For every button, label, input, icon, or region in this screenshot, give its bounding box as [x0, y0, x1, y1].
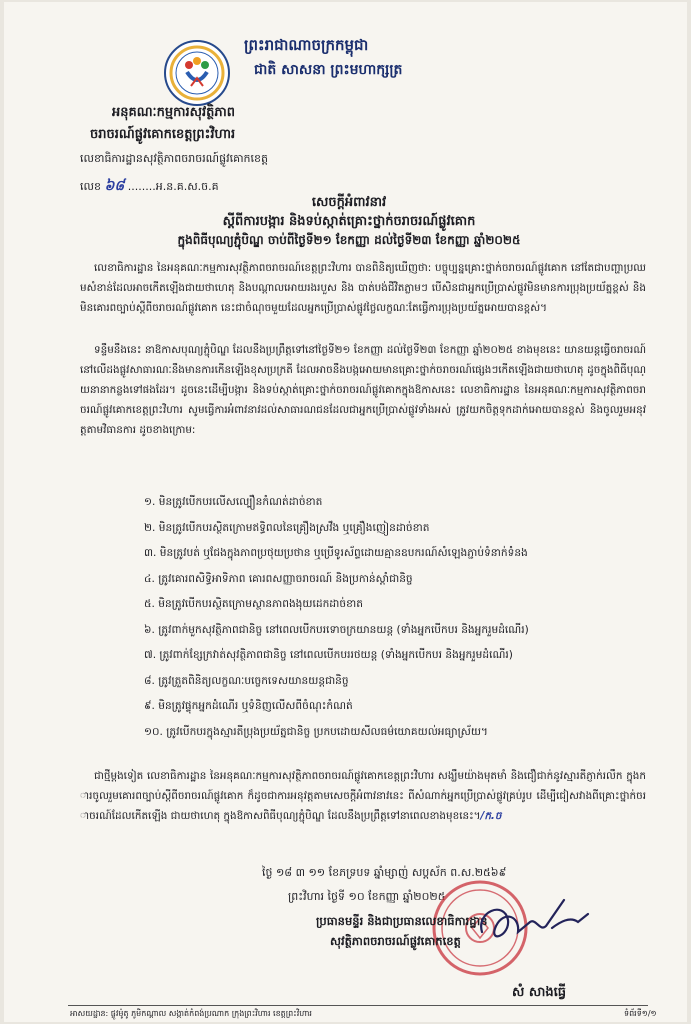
signatory-title-line1: ប្រធានមន្ទីរ និងជាប្រធានលេខាធិការដ្ឋាន [316, 914, 488, 928]
intro-paragraph: លេខាធិការដ្ឋាន នៃអនុគណៈកម្មការសុវត្ថិភាពចរាចរណ៍ខេត្តព្រះវិហារ បានពិនិត្យឃើញថា: បច្ចុប្បន្នគ្រោះថ្នាក់ចរាចរណ៍ផ្លូវគោក នៅតែជាបញ្ហាប្រឈមសំខាន់ដែលអាចកើតឡើងជាយថាហេតុ និងបណ្តាលអោយរងរបួស និង បាត់បង់ជីវិតភ្លាមៗ បើសិនជាអ្នកប្រើប្រាស់ផ្លូវមិនមានការប្រុងប្រយ័ត្នខ្ពស់ និងមិនគោរពច្បាប់ស្តីពីចរាចរណ៍ផ្លូវគោក នេះជាចំណុចមួយដែលអ្នកប្រើប្រាស់ផ្លូវថ្លៃលក្ខណៈតែធ្វើការប្រុងប្រយ័ត្នអោយបានខ្ពស់។ [80, 262, 646, 314]
measure-item: ៨. ត្រូវត្រួតពិនិត្យលក្ខណៈបច្ចេកទេសយានយន្តជានិច្ច [144, 674, 349, 687]
national-motto: ជាតិ សាសនា ព្រះមហាក្សត្រ [254, 62, 403, 78]
reference-handwritten-number: ៦៨ [104, 178, 125, 194]
signatory-name: សំ សាងធ្វើ [512, 985, 567, 1000]
reference-prefix: លេខ [80, 180, 101, 193]
appeal-paragraph: ទន្ទឹមនឹងនេះ នាឱកាសបុណ្យភ្ជុំបិណ្ឌ ដែលនឹងប្រព្រឹត្តទៅនៅថ្ងៃទី២១ ខែកញ្ញា ដល់ថ្ងៃទី២៣ ខែកញ្ញា ឆ្នាំ២០២៥ ខាងមុខនេះ យានយន្តធ្វើចរាចរណ៍នៅលើដងផ្លូវសាធារណៈនឹងមានការកើនឡើងខុសប្រក្រតី ដែលអាចនឹងបង្កអោយមានគ្រោះថ្នាក់ចរាចរណ៍ផ្សេងៗកើតឡើងជាយថាហេតុ ដូចក្នុងពិធីបុណ្យនានាកន្លងទៅផងដែរ។ ដូចនេះដើម្បីបង្ការ និងទប់ស្កាត់គ្រោះថ្នាក់ចរាចរណ៍ផ្លូវគោកក្នុងឱកាសនេះ លេខាធិការដ្ឋាន នៃអនុគណៈកម្មការសុវត្ថិភាពចរាចរណ៍ផ្លូវគោកខេត្តព្រះវិហារ សូមធ្វើការអំពាវនាវដល់សាធារណជនដែលជាអ្នកប្រើប្រាស់ផ្លូវទាំងអស់ ត្រូវយកចិត្តទុកដាក់អោយបានខ្ពស់ និងចូលរួមអនុវត្តតាមវិធានការ ដូចខាងក្រោម: [80, 344, 646, 436]
document-title: សេចក្តីអំពាវនាវ [311, 195, 387, 210]
lunar-date: ថ្ងៃ ១៨ ៣ ១១ ខែភទ្របទ ឆ្នាំម្សាញ់ សប្តស័ក ព.ស.២៥៦៩ [262, 866, 507, 879]
measure-item: ៤. ត្រូវគោរពសិទ្ធិអាទិភាព គោរពសញ្ញាចរាចរណ៍ និងប្រកាន់ស្តាំជានិច្ច [144, 572, 413, 585]
footer-page-number: ទំព័រទី១/១ [624, 1009, 657, 1018]
solar-date: ព្រះវិហារ ថ្ងៃទី ១០ ខែកញ្ញា ឆ្នាំ២០២៥ [288, 890, 446, 903]
kingdom-heading: ព្រះរាជាណាចក្រកម្ពុជា [244, 36, 369, 54]
handwritten-annotation: /ក.ច [480, 810, 502, 822]
document-occasion: ក្នុងពិធីបុណ្យភ្ជុំបិណ្ឌ ចាប់ពីថ្ងៃទី២១ ខែកញ្ញា ដល់ថ្ងៃទី២៣ ខែកញ្ញា ឆ្នាំ២០២៥ [177, 233, 521, 247]
measure-item: ៩. មិនត្រូវផ្ទុកអ្នកដំណើរ ឬទំនិញលើសពីចំណុះកំណត់ [144, 700, 353, 712]
measures-list [144, 490, 529, 745]
reference-suffix: ........អ.ន.គ.ស.ច.គ [127, 180, 219, 193]
footer-divider [68, 1005, 648, 1006]
closing-paragraph-text: ជាថ្មីម្តងទៀត លេខាធិការដ្ឋាន នៃអនុគណៈកម្មការសុវត្ថិភាពចរាចរណ៍ផ្លូវគោកខេត្តព្រះវិហារ សង្ឃឹមយ៉ាងមុតមាំ និងជឿជាក់នូវស្មារតីភ្ញាក់រលឹក ក្នុងការចូលរួមគោរពច្បាប់ស្តីពីចរាចរណ៍ផ្លូវគោក ក៏ដូចជាការអនុវត្តតាមសេចក្តីអំពាវនាវនេះ ពីសំណាក់អ្នកប្រើប្រាស់ផ្លូវគ្រប់រូប ដើម្បីជៀសវាងពីគ្រោះថ្នាក់ចរាចរណ៍ដែលកើតឡើង ជាយថាហេតុ ក្នុងឱកាសពិធីបុណ្យភ្ជុំបិណ្ឌ ដែលនឹងប្រព្រឹត្តទៅនាពេលខាងមុខនេះ។ [80, 770, 646, 822]
measure-item: ៧. ត្រូវពាក់ខ្សែក្រវាត់សុវត្ថិភាពជានិច្ច នៅពេលបើកបររថយន្ត (ទាំងអ្នកបើកបរ និងអ្នករួមដំណើរ) [144, 649, 513, 661]
measure-item: ១០. ត្រូវបើកបរក្នុងស្មារតីប្រុងប្រយ័ត្នជានិច្ច ប្រកបដោយសីលធម៌យោគយល់អធ្យាស្រ័យ។ [144, 725, 488, 738]
document-page [4, 2, 687, 1022]
handwritten-signature [474, 892, 594, 962]
document-subject: ស្តីពីការបង្ការ និងទប់ស្កាត់គ្រោះថ្នាក់ចរាចរណ៍ផ្លូវគោក [222, 214, 476, 229]
organization-name-line1: អនុគណៈកម្មការសុវត្ថិភាព [112, 105, 235, 120]
measure-item: ១. មិនត្រូវបើកបរលើសល្បឿនកំណត់ដាច់ខាត [144, 496, 323, 508]
closing-paragraph [80, 766, 646, 866]
organization-name-line2: ចរាចរណ៍ផ្លូវគោកខេត្តព្រះវិហារ [90, 127, 236, 142]
measure-item: ២. មិនត្រូវបើកបរស្ថិតក្រោមឥទ្ធិពលនៃគ្រឿងស្រវឹង ឬគ្រឿងញៀនដាច់ខាត [144, 521, 430, 534]
organization-logo [164, 40, 230, 106]
signatory-title-line2: សុវត្ថិភាពចរាចរណ៍ផ្លូវគោកខេត្ត [330, 934, 461, 948]
measure-item: ៣. មិនត្រូវបត់ ឬជែងក្នុងភាពប្រថុយប្រថាន ឬប្រើទូរស័ព្ទដោយគ្មានឧបករណ៍សំឡេងភ្ជាប់ទំនាក់ទំនង [144, 547, 528, 559]
secretariat-name: លេខាធិការដ្ឋានសុវត្ថិភាពចរាចរណ៍ផ្លូវគោកខេត្ត [80, 152, 268, 165]
footer-address: អាសយដ្ឋាន: ផ្លូវម៉ូតូ ភូមិកណ្តាល សង្កាត់កំពង់ប្រណាក ក្រុងព្រះវិហារ ខេត្តព្រះវិហារ [70, 1009, 312, 1018]
measure-item: ៥. មិនត្រូវបើកបរស្ថិតក្រោមស្ថានភាពងងុយដេកដាច់ខាត [144, 598, 363, 610]
measure-item: ៦. ត្រូវពាក់មួកសុវត្ថិភាពជានិច្ច នៅពេលបើកបរទោចក្រយានយន្ត (ទាំងអ្នកបើកបរ និងអ្នករួមដំណើរ) [144, 623, 529, 636]
